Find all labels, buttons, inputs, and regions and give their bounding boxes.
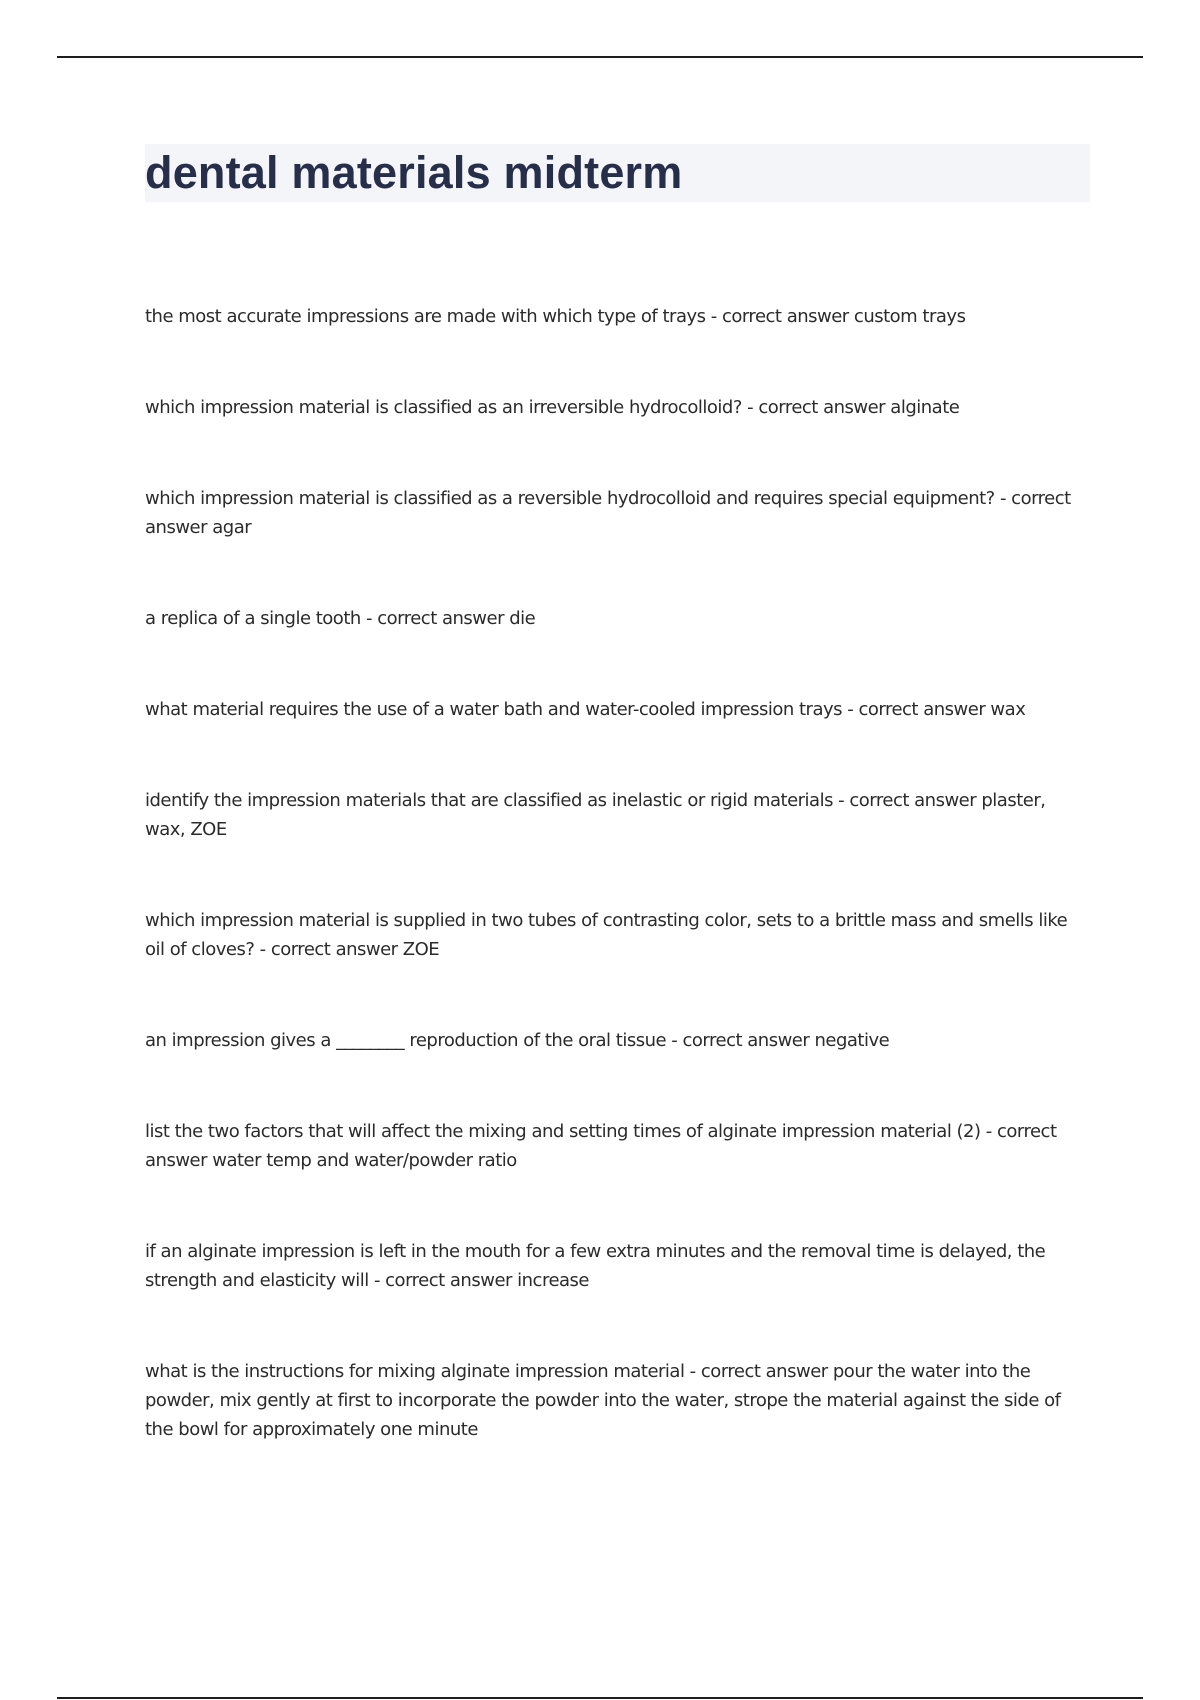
qa-item-2: which impression material is classified as an irreversible hydrocolloid? - correct answer alginate [145, 397, 960, 418]
qa-item-8: an impression gives a ________ reproduction of the oral tissue - correct answer negative [145, 1030, 890, 1051]
qa-item-6: identify the impression materials that are classified as inelastic or rigid materials - correct answer plaster, wax, ZOE [145, 790, 1046, 840]
qa-item-10: if an alginate impression is left in the mouth for a few extra minutes and the removal time is delayed, the strength and elasticity will - correct answer increase [145, 1241, 1046, 1291]
document-title: dental materials midterm [145, 147, 683, 198]
top-rule [57, 56, 1143, 58]
bottom-rule [57, 1697, 1143, 1699]
qa-item-7: which impression material is supplied in two tubes of contrasting color, sets to a brittle mass and smells like oil of cloves? - correct answer ZOE [145, 910, 1068, 960]
qa-item-1: the most accurate impressions are made with which type of trays - correct answer custom trays [145, 306, 966, 327]
document-body [145, 144, 1090, 1506]
title-band [145, 144, 1090, 202]
qa-item-4: a replica of a single tooth - correct answer die [145, 608, 536, 629]
qa-list [145, 302, 1090, 1444]
qa-item-5: what material requires the use of a water bath and water-cooled impression trays - correct answer wax [145, 699, 1026, 720]
qa-item-9: list the two factors that will affect the mixing and setting times of alginate impression material (2) - correct answer water temp and water/powder ratio [145, 1121, 1057, 1171]
qa-item-3: which impression material is classified as a reversible hydrocolloid and requires special equipment? - correct answer agar [145, 488, 1071, 538]
qa-item-11: what is the instructions for mixing alginate impression material - correct answer pour the water into the powder, mix gently at first to incorporate the powder into the water, strope the material against the side of the bowl for approximately one minute [145, 1361, 1061, 1440]
